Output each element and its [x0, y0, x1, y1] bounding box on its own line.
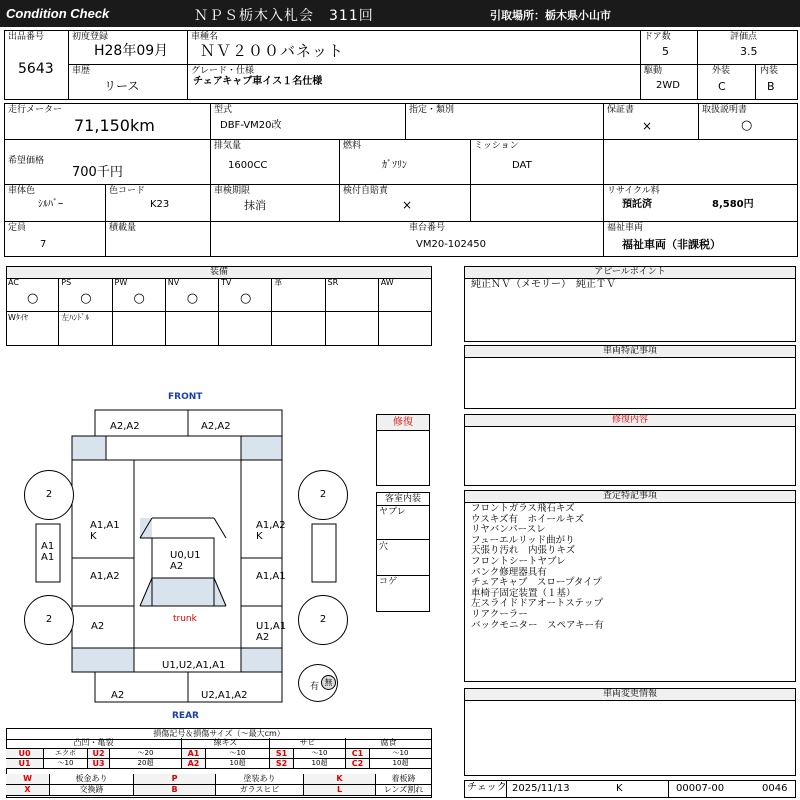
grade: チェアキャブ車イス１名仕様: [193, 76, 323, 87]
model: DBF-VM20改: [220, 120, 282, 131]
legend-category: サビ: [270, 738, 346, 749]
history-label: 車歴: [72, 66, 91, 76]
legend-desc: ～10: [294, 749, 346, 759]
legend-code: C2: [346, 759, 370, 769]
check-date: 2025/11/13: [512, 783, 570, 794]
legend-title: 損傷記号＆損傷サイズ（～最大cm）: [7, 729, 431, 740]
legend-code: P: [134, 774, 216, 785]
legend-code: W: [6, 774, 50, 785]
legend-desc: 着板跡: [376, 774, 432, 785]
legend-category: 線キズ: [182, 738, 270, 749]
legend-code: S1: [270, 749, 294, 759]
welfare: 福祉車両（非課税）: [622, 238, 721, 251]
auction-name: ＮＰＳ栃木入札会 311回: [194, 8, 374, 24]
repair-box-title: 修復: [377, 415, 429, 431]
doc-code: 00007-00: [676, 783, 725, 794]
change-info-title: 車両変更情報: [465, 689, 795, 701]
equipment-label: 左ﾊﾝﾄﾞﾙ: [61, 313, 90, 322]
first-reg: H28年09月: [94, 43, 169, 59]
mark-left-quarter: A2: [91, 621, 105, 632]
mark-right-quarter: U1,A1 A2: [256, 621, 287, 643]
legend-code: U0: [6, 749, 44, 759]
car-name-label: 車種名: [191, 32, 219, 42]
color-code-label: 色コード: [109, 186, 146, 196]
inspection-note-line: フロントシートヤブレ: [471, 556, 566, 567]
equipment-mark: ○: [133, 291, 145, 306]
tire-rear-right: 2: [298, 595, 348, 645]
mileage: 71,150km: [74, 116, 155, 135]
displacement: 1600CC: [228, 160, 268, 171]
legend-code: U2: [88, 749, 110, 759]
doc-num: 0046: [762, 783, 788, 794]
legend-desc: 10超: [294, 759, 346, 769]
mark-rear-bumper-left: A2: [111, 690, 125, 701]
drive-label: 駆動: [644, 66, 663, 76]
ext-label: 外装: [712, 66, 731, 76]
warranty-label: 保証書: [607, 105, 635, 115]
equipment-row2-cell: [326, 311, 379, 346]
equipment-mark: ○: [186, 291, 199, 306]
equipment-革: [272, 278, 325, 311]
color-code: K23: [150, 199, 170, 210]
color-label: 車体色: [8, 186, 36, 196]
interior-item-tear: ヤブレ: [379, 507, 406, 517]
mark-left-rear-door: A1,A2: [90, 571, 120, 582]
equipment-aw: [379, 278, 432, 311]
capacity-label: 定員: [8, 223, 27, 233]
inspection-label: 車検期限: [214, 186, 251, 196]
welfare-label: 福祉車両: [607, 223, 644, 233]
legend-desc: ～10: [370, 749, 432, 759]
repair-detail-title: 修復内容: [465, 415, 795, 427]
int-label: 内装: [760, 66, 779, 76]
body-color: ｼﾙﾊﾞｰ: [38, 199, 63, 210]
legend-desc: ～10: [206, 749, 270, 759]
inspection-note-line: ウスキズ有 ホイールキズ: [471, 513, 585, 525]
legend-desc: ～10: [44, 759, 88, 769]
legend-code: U1: [6, 759, 44, 769]
mission: DAT: [512, 160, 532, 171]
legend-desc: 交換跡: [50, 785, 134, 796]
interior-item-hole: 穴: [379, 542, 389, 552]
inspection-note-line: バックモニター スペアキー有: [471, 619, 604, 631]
rear-label: REAR: [172, 711, 199, 721]
mark-roof: U0,U1 A2: [170, 550, 201, 572]
equipment-ac: [6, 278, 59, 311]
inspection-note-line: リアクーラー: [471, 609, 528, 620]
equipment-row2-cell: [379, 311, 432, 346]
appeal-title: アピールポイント: [465, 267, 795, 279]
legend-code: B: [134, 785, 216, 796]
equipment-label: AW: [380, 278, 394, 287]
header-banner: [0, 0, 800, 27]
equipment-sr: [326, 278, 379, 311]
equipment-nv: [166, 278, 219, 311]
tire-rear-left: 2: [24, 595, 74, 645]
history: リース: [104, 79, 140, 93]
designation-label: 指定・類別: [409, 105, 455, 115]
legend-code: K: [304, 774, 376, 785]
legend-code: L: [304, 785, 376, 796]
mark-right-front-door: A1,A2 K: [256, 520, 286, 542]
pickup-location: 引取場所：栃木県小山市: [490, 9, 611, 22]
recycle-label: リサイクル料: [607, 186, 660, 196]
inspection-note-line: チェアキャブ スロープタイプ: [471, 577, 602, 589]
interior-title: 客室内装: [377, 493, 429, 506]
inspection-expiry: 抹消: [244, 199, 266, 212]
mark-front-bumper-right: A2,A2: [201, 421, 231, 432]
fuel: ｶﾞｿﾘﾝ: [382, 160, 407, 171]
inspection-notes-title: 査定特記事項: [465, 491, 795, 503]
legend-desc: 塗装あり: [216, 774, 304, 785]
score: 3.5: [740, 45, 758, 58]
chassis-number: VM20-102450: [416, 239, 486, 250]
equipment-row2-cell: [272, 311, 325, 346]
equipment-row2-cell: [59, 311, 112, 346]
equipment-mark: ○: [80, 291, 92, 306]
legend-desc: 10超: [206, 759, 270, 769]
equipment-label: TV: [221, 278, 232, 287]
interior-box: [376, 492, 430, 612]
equipment-label: PW: [114, 278, 128, 287]
grade-label: グレード・仕様: [191, 66, 255, 76]
repair-detail-box: [464, 414, 796, 486]
legend-code: X: [6, 785, 50, 796]
price: 700千円: [72, 165, 123, 180]
equipment-row2-cell: [6, 311, 59, 346]
appeal-box: [464, 266, 796, 342]
model-label: 型式: [214, 105, 233, 115]
trunk-label: trunk: [173, 614, 197, 624]
inspection-note-line: リヤバンパースレ: [471, 524, 546, 536]
inspection-note-line: 左スライドドアオートステップ: [471, 598, 604, 610]
equipment-label: 革: [274, 278, 283, 287]
equipment-ps: [59, 278, 112, 311]
appeal-text: 純正ＮＶ（メモリー） 純正ＴＶ: [471, 279, 616, 290]
legend-desc: 10超: [370, 759, 432, 769]
mission-label: ミッション: [474, 141, 519, 151]
legend-desc: 20超: [110, 759, 182, 769]
inspection-note-line: 車椅子固定装置（１基）: [471, 587, 576, 599]
fuel-label: 燃料: [343, 141, 362, 151]
inspection-note-line: 天張り汚れ 内張りキズ: [471, 545, 576, 557]
change-info-box: [464, 688, 796, 776]
legend-code: A1: [182, 749, 206, 759]
check-label: チェック: [467, 782, 507, 793]
legend-code: C1: [346, 749, 370, 759]
spare-label: 有: [310, 682, 320, 692]
legend-desc: レンズ割れ: [376, 785, 432, 796]
lot-label: 出品番号: [8, 32, 45, 42]
equipment-label: SR: [327, 278, 339, 287]
checker: K: [616, 783, 623, 794]
equipment-row2-cell: [219, 311, 272, 346]
special-box: [464, 345, 796, 409]
manual-label: 取扱説明書: [702, 105, 748, 115]
capacity: 7: [40, 239, 47, 250]
mark-left-front-door: A1,A1 K: [90, 520, 120, 542]
mark-left-sill: A1 A1: [41, 541, 55, 563]
score-label: 評価点: [730, 32, 758, 42]
legend-code: U3: [88, 759, 110, 769]
insurance-label: 検付自賠責: [343, 186, 389, 196]
equipment-mark: ○: [239, 291, 252, 306]
repair-box: [376, 414, 430, 486]
first-reg-label: 初度登録: [72, 32, 109, 42]
recycle-status: 預託済: [622, 199, 652, 210]
inspection-notes-box: [464, 490, 796, 682]
insurance: ×: [402, 198, 413, 212]
mark-rear-panel: U1,U2,A1,A1: [162, 660, 226, 671]
legend-category: 腐食: [346, 738, 432, 749]
equipment-pw: [113, 278, 166, 311]
interior-item-burn: コゲ: [379, 577, 398, 587]
legend-code: S2: [270, 759, 294, 769]
ext-grade: C: [718, 80, 726, 93]
equipment-label: PS: [61, 278, 72, 287]
mileage-label: 走行メーター: [8, 105, 63, 115]
equipment-label: AC: [8, 278, 19, 287]
mark-rear-bumper-right: U2,A1,A2: [201, 690, 248, 701]
mark-front-bumper-left: A2,A2: [110, 421, 140, 432]
front-label: FRONT: [168, 392, 203, 402]
equipment-row2-cell: [166, 311, 219, 346]
equipment-row2-cell: [113, 311, 166, 346]
tire-front-right: 2: [298, 470, 348, 520]
equipment-label: NV: [167, 278, 180, 287]
doors-label: ドア数: [644, 32, 671, 42]
price-label: 希望価格: [8, 156, 45, 166]
special-title: 車両特記事項: [465, 346, 795, 358]
legend-code: A2: [182, 759, 206, 769]
legend-category: 凸凹・亀裂: [6, 738, 182, 749]
warranty: ×: [642, 119, 653, 133]
drive: 2WD: [656, 80, 680, 91]
doors: 5: [662, 45, 669, 58]
load-label: 積載量: [109, 223, 137, 233]
legend-desc: ガラスヒビ: [216, 785, 304, 796]
tire-front-left: 2: [24, 470, 74, 520]
lot-number: 5643: [18, 61, 54, 77]
mark-right-rear-door: A1,A1: [256, 571, 286, 582]
displacement-label: 排気量: [214, 141, 242, 151]
recycle-fee: 8,580円: [712, 199, 754, 210]
equipment-tv: [219, 278, 272, 311]
report-title: Condition Check: [6, 6, 110, 21]
inspection-note-line: パンク修理器具有: [471, 566, 547, 578]
spare-tire-icon: [298, 664, 338, 702]
equipment-mark: ○: [26, 291, 39, 306]
car-name: ＮＶ２００バネット: [200, 42, 345, 60]
inspection-note-line: フューエルリッド曲がり: [471, 534, 575, 546]
legend-desc: エクボ: [44, 749, 88, 759]
inspection-note-line: フロントガラス飛石キズ: [471, 503, 575, 514]
legend-desc: 板金あり: [50, 774, 134, 785]
manual: ○: [741, 118, 753, 133]
int-grade: B: [767, 80, 775, 93]
equipment-title: 装備: [7, 267, 431, 279]
legend-desc: ～20: [110, 749, 182, 759]
chassis-label: 車台番号: [409, 223, 446, 233]
spare-mark: 無: [321, 675, 336, 690]
equipment-label: Wﾀｲﾔ: [8, 313, 28, 322]
